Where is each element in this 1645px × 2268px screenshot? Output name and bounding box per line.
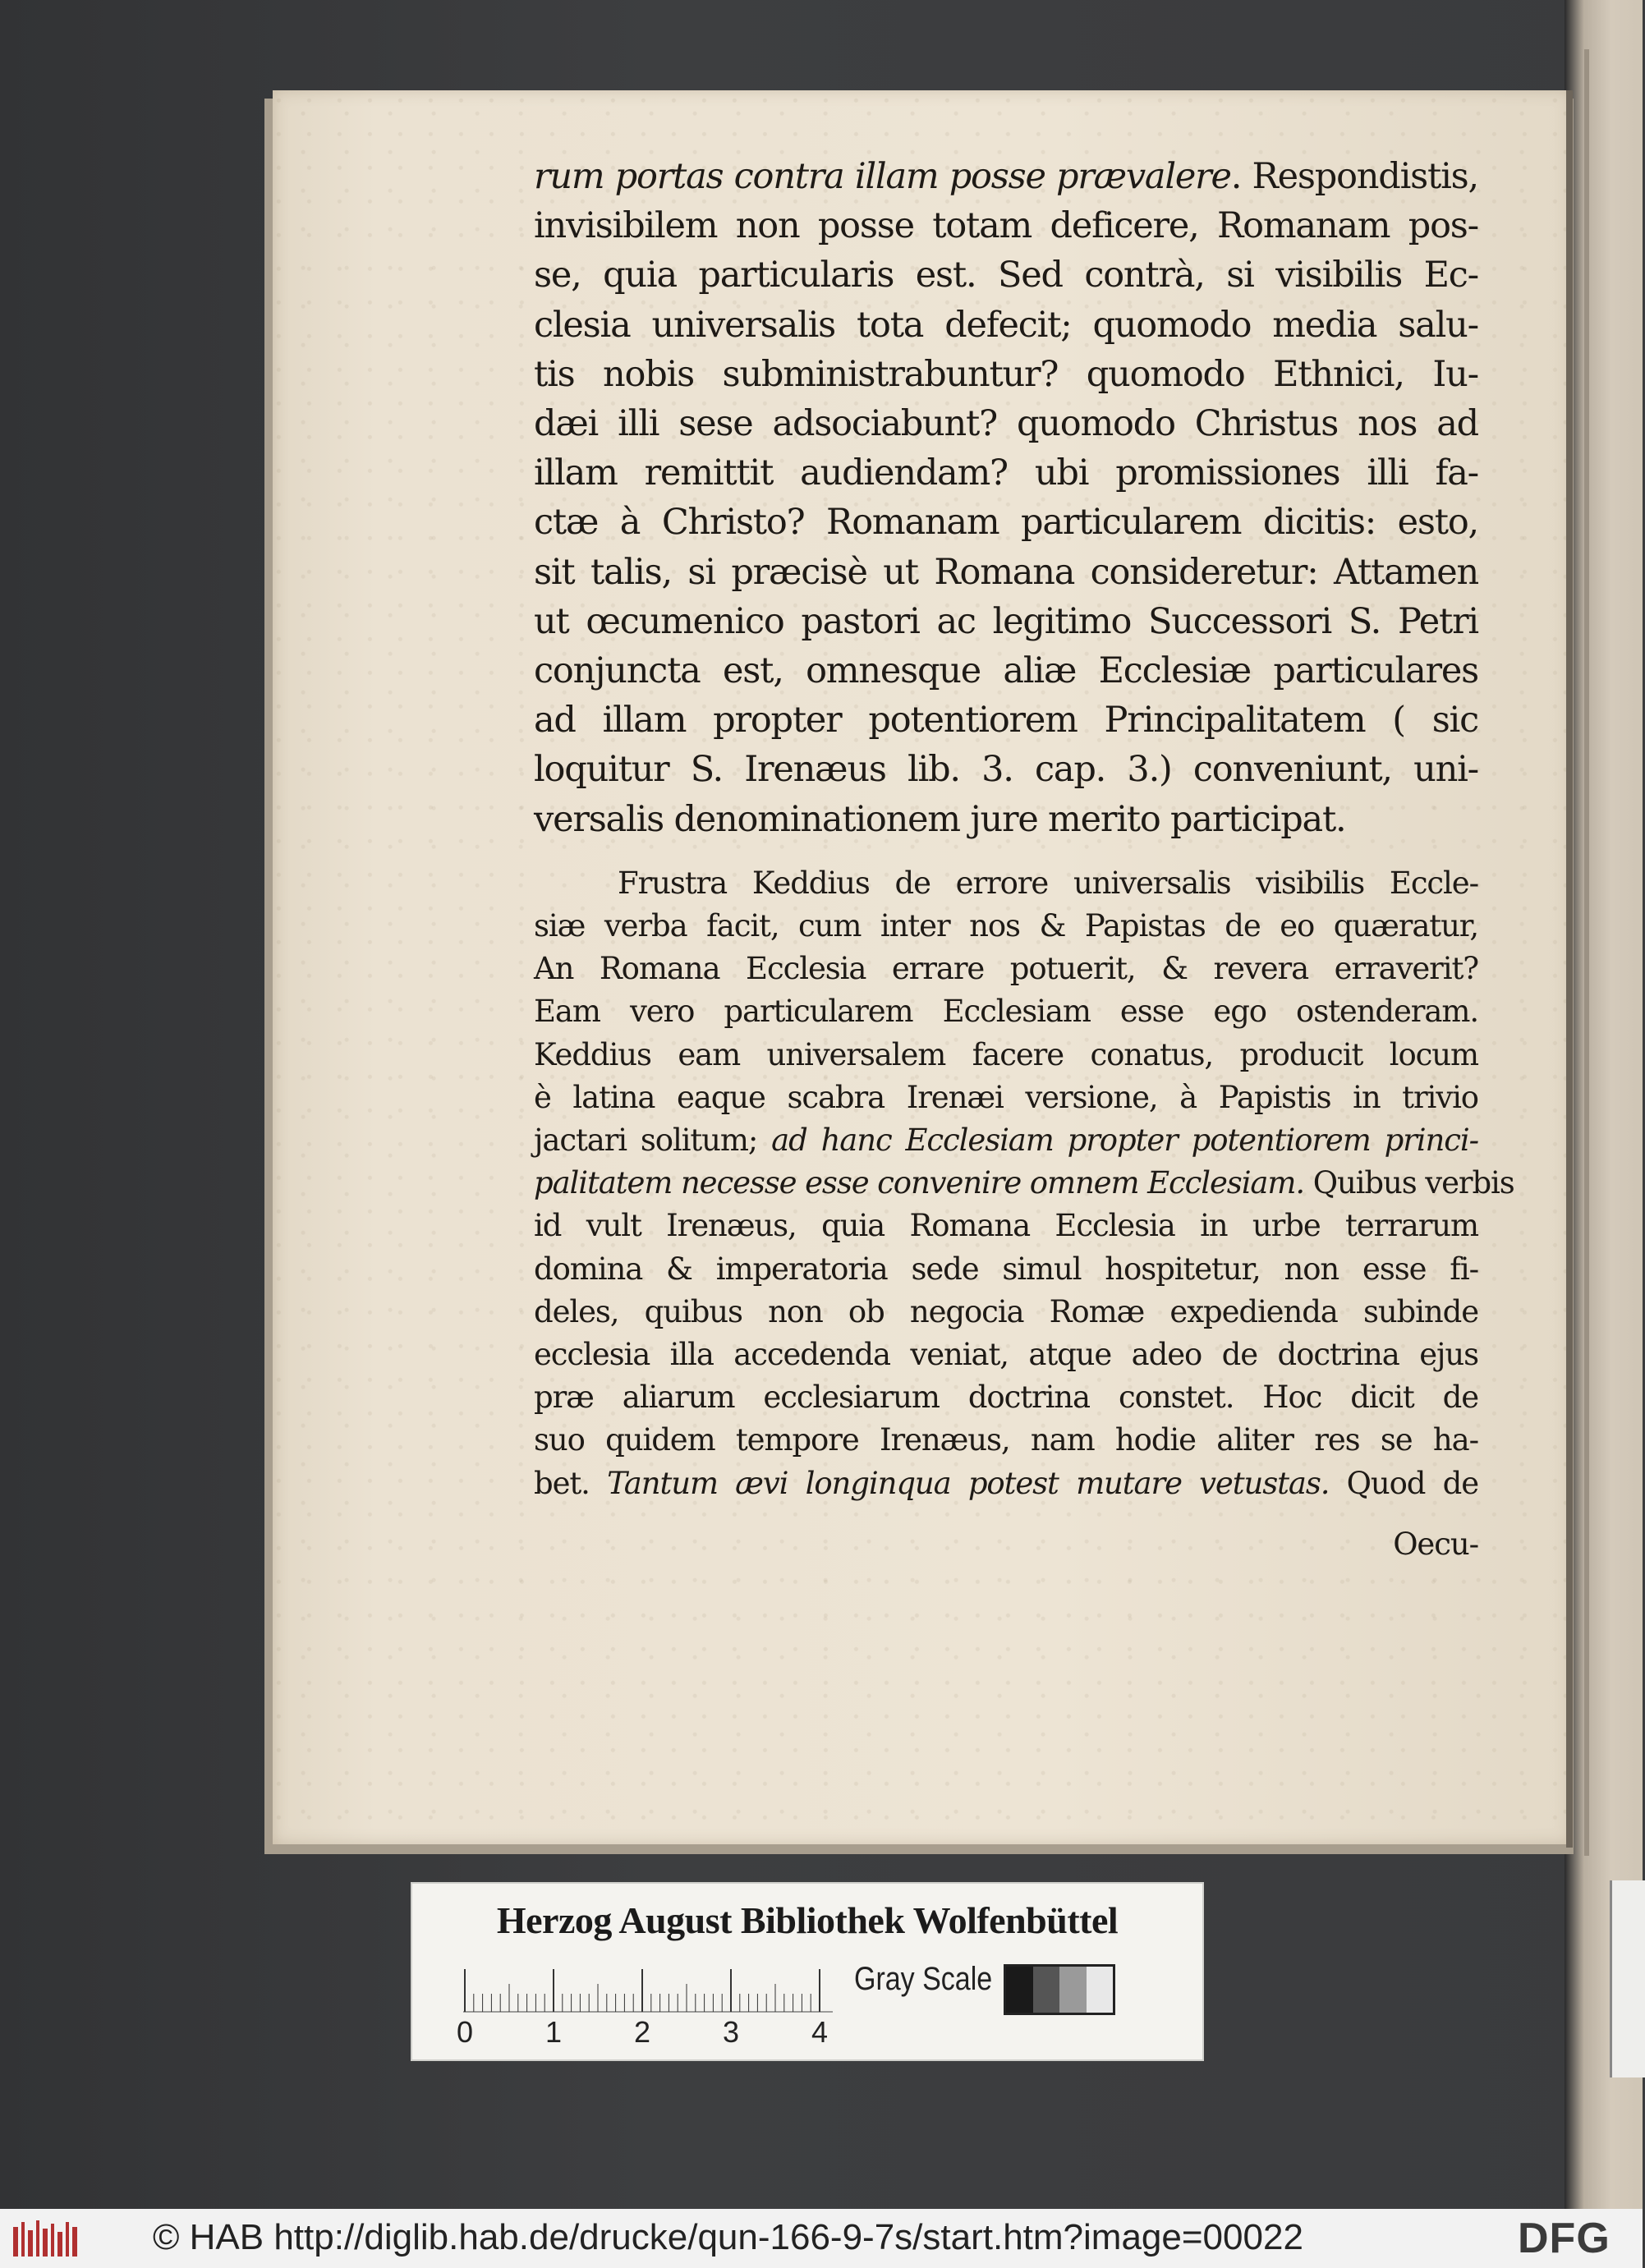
text-segment: dæi illi sese adsociabunt? quomodo Christus nos ad [534, 403, 1478, 445]
text-line [534, 1119, 1478, 1162]
text-segment: Keddius eam universalem facere conatus, producit locum [534, 1036, 1478, 1072]
text-segment: ctæ à Christo? Romanam particularem dicitis: esto, [534, 502, 1478, 544]
ruler-label: 2 [634, 2015, 651, 2049]
text-line [534, 1162, 1514, 1205]
text-line [534, 948, 1478, 990]
paragraph-1 [534, 152, 1478, 844]
text-segment: jactari solitum; [534, 1123, 772, 1159]
text-segment: siæ verba facit, cum inter nos & Papistas de eo quæratur, [534, 908, 1478, 944]
text-line [534, 498, 1478, 547]
gray-scale-label: Gray Scale [854, 1961, 993, 1997]
text-line [534, 250, 1478, 300]
text-line [534, 1205, 1478, 1247]
text-line [534, 548, 1478, 597]
text-line [534, 152, 1478, 201]
ruler-label: 3 [723, 2015, 740, 2049]
text-line [534, 745, 1478, 794]
text-segment: illam remittit audiendam? ubi promissiones illi fa- [534, 452, 1478, 494]
text-line [534, 795, 1478, 844]
barcode-icon [13, 2219, 80, 2258]
page-gutter [1566, 90, 1573, 1848]
source-url[interactable]: © HAB http://diglib.hab.de/drucke/qun-166-9-7s/start.htm?image=00022 [153, 2217, 1303, 2257]
text-line [534, 905, 1478, 948]
text-line [534, 696, 1478, 745]
text-line [534, 1291, 1478, 1334]
text-segment: ad illam propter potentiorem Principalitatem ( sic [534, 700, 1478, 741]
text-segment: sit talis, si præcisè ut Romana consideretur: Attamen [534, 551, 1478, 593]
text-segment: ut œcumenico pastori ac legitimo Successori S. Petri [534, 600, 1478, 642]
dfg-logo: DFG [1518, 2215, 1611, 2262]
text-line [534, 1334, 1478, 1376]
italic-text: rum portas contra illam posse prævalere [534, 156, 1231, 197]
text-segment: conjuncta est, omnesque aliæ Ecclesiæ particulares [534, 650, 1478, 692]
gray-swatch [1059, 1967, 1087, 2013]
italic-text: ad hanc Ecclesiam propter potentiorem princi- [771, 1123, 1478, 1159]
gray-scale-swatches [1004, 1964, 1115, 2015]
text-segment: versalis denominationem jure merito participat. [534, 798, 1346, 840]
text-segment: invisibilem non posse totam deficere, Romanam pos- [534, 205, 1478, 247]
ruler-ticks [465, 1969, 820, 2012]
text-segment: bet. [534, 1465, 608, 1501]
gray-swatch [1006, 1967, 1033, 2013]
text-segment: Quibus verbis [1304, 1165, 1514, 1201]
text-segment: domina & imperatoria sede simul hospitetur, non esse fi- [534, 1251, 1478, 1287]
text-segment: Frustra Keddius de errore universalis visibilis Eccle- [618, 865, 1478, 901]
text-segment: loquitur S. Irenæus lib. 3. cap. 3.) conveniunt, uni- [534, 749, 1478, 791]
text-segment: tis nobis subministrabuntur? quomodo Ethnici, Iu- [534, 353, 1478, 395]
text-line [534, 862, 1478, 905]
text-line [534, 350, 1478, 399]
text-segment: . Respondistis, [1230, 156, 1478, 197]
text-segment: præ aliarum ecclesiarum doctrina constet. Hoc dicit de [534, 1380, 1478, 1416]
page-text [534, 152, 1514, 1566]
ruler-label: 4 [811, 2015, 829, 2049]
text-line [534, 1034, 1478, 1077]
catchword: Oecu- [1393, 1526, 1478, 1562]
text-line [534, 301, 1478, 350]
text-line [534, 1376, 1478, 1419]
gray-swatch [1087, 1967, 1114, 2013]
text-segment: è latina eaque scabra Irenæi versione, à Papistis in trivio [534, 1079, 1478, 1115]
text-line [534, 1419, 1478, 1462]
text-segment: An Romana Ecclesia errare potuerit, & revera erraverit? [534, 951, 1478, 987]
text-line [534, 1462, 1478, 1505]
partial-calibration-card [1610, 1880, 1645, 2077]
calibration-card [411, 1882, 1204, 2061]
text-line [534, 990, 1478, 1033]
gray-swatch [1033, 1967, 1060, 2013]
text-line [534, 1077, 1478, 1119]
ruler-label: 1 [545, 2015, 563, 2049]
italic-text: palitatem necesse esse convenire omnem Ecclesiam. [534, 1165, 1305, 1201]
next-page-edge [1565, 0, 1643, 2209]
text-segment: se, quia particularis est. Sed contrà, si visibilis Ec- [534, 255, 1478, 296]
text-segment: Quod de [1329, 1465, 1478, 1501]
text-segment: deles, quibus non ob negocia Romæ expedienda subinde [534, 1293, 1478, 1329]
paragraph-2 [534, 862, 1514, 1505]
library-name: Herzog August Bibliothek Wolfenbüttel [496, 1899, 1119, 1941]
text-segment: clesia universalis tota defecit; quomodo media salu- [534, 304, 1478, 346]
text-line [534, 646, 1478, 696]
ruler-label: 0 [457, 2015, 474, 2049]
page-edge-line [1584, 49, 1589, 1856]
footer-bar [0, 2209, 1643, 2268]
text-segment: ecclesia illa accedenda veniat, atque adeo de doctrina ejus [534, 1337, 1478, 1373]
text-segment: Eam vero particularem Ecclesiam esse ego ostenderam. [534, 994, 1478, 1030]
text-line [534, 1248, 1478, 1291]
text-line [534, 399, 1478, 448]
text-line [534, 201, 1478, 250]
text-line [534, 448, 1478, 498]
text-segment: id vult Irenæus, quia Romana Ecclesia in urbe terrarum [534, 1208, 1478, 1244]
text-segment: suo quidem tempore Irenæus, nam hodie aliter res se ha- [534, 1422, 1478, 1458]
text-line [534, 597, 1478, 646]
italic-text: Tantum ævi longinqua potest mutare vetustas. [607, 1465, 1330, 1501]
